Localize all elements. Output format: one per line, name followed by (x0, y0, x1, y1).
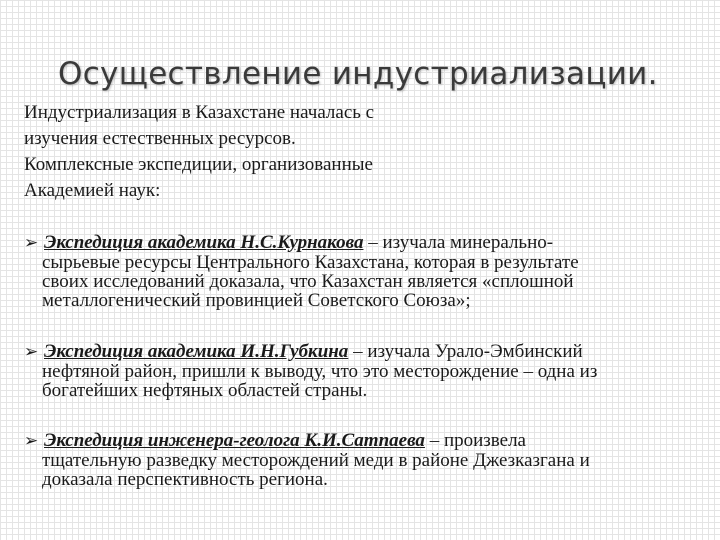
arrowhead-bullet-icon: ➢ (24, 342, 39, 362)
expedition-item-satpaev (24, 431, 696, 489)
item-line: сырьевые ресурсы Центрального Казахстана, которая в результате (42, 252, 579, 273)
intro-line: Индустриализация в Казахстане началась с (24, 102, 375, 123)
intro-text (24, 100, 464, 204)
item-line: своих исследований доказала, что Казахстан является «сплошной (42, 271, 574, 292)
expedition-name: Экспедиция академика Н.С.Курнакова (44, 232, 364, 253)
item-line: богатейших нефтяных областей страны. (42, 380, 368, 401)
item-line: нефтяной район, пришли к выводу, что это месторождение – одна из (42, 361, 598, 382)
intro-line: Комплексные экспедиции, организованные (24, 154, 373, 175)
expedition-name: Экспедиция академика И.Н.Губкина (44, 341, 349, 362)
item-text: – изучала Урало-Эмбинский (348, 341, 583, 362)
arrowhead-bullet-icon: ➢ (24, 431, 39, 451)
arrowhead-bullet-icon: ➢ (24, 233, 39, 253)
intro-line: изучения естественных ресурсов. (24, 128, 296, 149)
intro-line: Академией наук: (24, 180, 161, 201)
expedition-item-gubkin (24, 342, 696, 400)
expedition-name: Экспедиция инженера-геолога К.И.Сатпаева (44, 430, 425, 451)
item-line: тщательную разведку месторождений меди в районе Джезказгана и (42, 450, 590, 471)
item-text: – изучала минерально- (363, 232, 554, 253)
item-first-line (24, 233, 696, 253)
item-line: металлогенический провинцией Советского Союза»; (42, 290, 471, 311)
item-first-line (24, 342, 696, 362)
slide-title: Осуществление индустриализации. (58, 56, 658, 92)
item-text: – произвела (424, 430, 526, 451)
item-line: доказала перспективность региона. (42, 469, 328, 490)
expedition-item-kurnakov (24, 233, 696, 310)
item-first-line (24, 431, 696, 451)
